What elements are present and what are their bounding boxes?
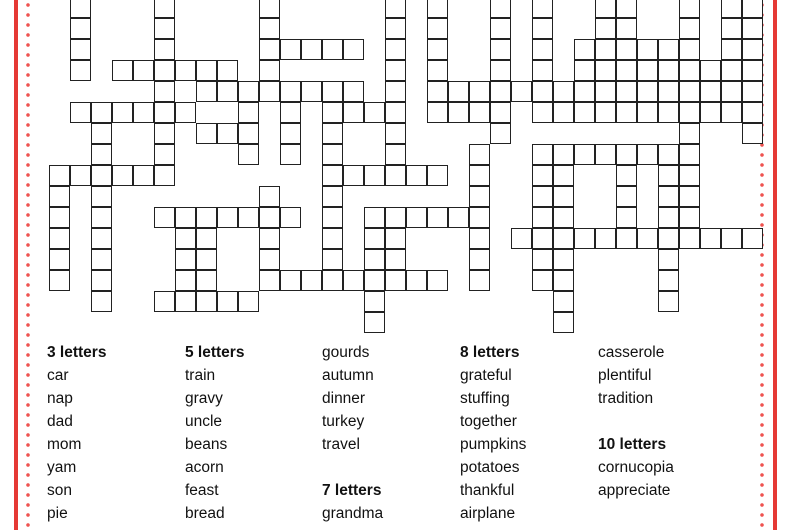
crossword-cell[interactable] (70, 0, 91, 18)
word-item: gravy (185, 390, 223, 407)
crossword-cell[interactable] (385, 165, 406, 186)
crossword-cell[interactable] (574, 102, 595, 123)
crossword-cell[interactable] (385, 18, 406, 39)
crossword-cell[interactable] (91, 102, 112, 123)
crossword-cell[interactable] (616, 18, 637, 39)
crossword-cell[interactable] (238, 102, 259, 123)
crossword-cell[interactable] (49, 270, 70, 291)
crossword-cell[interactable] (280, 123, 301, 144)
crossword-cell[interactable] (154, 165, 175, 186)
crossword-cell[interactable] (91, 291, 112, 312)
word-item: cornucopia (598, 459, 674, 476)
crossword-cell[interactable] (532, 249, 553, 270)
word-column (322, 343, 462, 527)
word-item: plentiful (598, 367, 652, 384)
spacer (598, 412, 738, 435)
crossword-cell[interactable] (196, 123, 217, 144)
crossword-cell[interactable] (742, 39, 763, 60)
crossword-cell[interactable] (679, 144, 700, 165)
crossword-cell[interactable] (259, 207, 280, 228)
crossword-cell[interactable] (469, 144, 490, 165)
word-column (460, 343, 600, 527)
word-item: yam (47, 459, 77, 476)
crossword-cell[interactable] (469, 186, 490, 207)
crossword-cell[interactable] (742, 228, 763, 249)
crossword-cell[interactable] (196, 207, 217, 228)
crossword-cell[interactable] (721, 81, 742, 102)
crossword-cell[interactable] (259, 39, 280, 60)
word-group-heading: 10 letters (598, 436, 667, 453)
crossword-cell[interactable] (574, 60, 595, 81)
crossword-cell[interactable] (637, 39, 658, 60)
crossword-cell[interactable] (91, 165, 112, 186)
crossword-cell[interactable] (574, 228, 595, 249)
crossword-cell[interactable] (154, 291, 175, 312)
crossword-cell[interactable] (616, 0, 637, 18)
crossword-cell[interactable] (175, 249, 196, 270)
crossword-cell[interactable] (112, 60, 133, 81)
crossword-cell[interactable] (469, 270, 490, 291)
word-item: mom (47, 436, 82, 453)
crossword-cell[interactable] (679, 102, 700, 123)
crossword-cell[interactable] (175, 60, 196, 81)
spacer (322, 458, 462, 481)
crossword-cell[interactable] (217, 291, 238, 312)
crossword-cell[interactable] (532, 0, 553, 18)
crossword-cell[interactable] (532, 39, 553, 60)
crossword-cell[interactable] (616, 102, 637, 123)
crossword-cell[interactable] (112, 102, 133, 123)
crossword-cell[interactable] (490, 81, 511, 102)
crossword-cell[interactable] (637, 102, 658, 123)
crossword-cell[interactable] (742, 102, 763, 123)
crossword-cell[interactable] (553, 312, 574, 333)
crossword-cell[interactable] (679, 186, 700, 207)
crossword-cell[interactable] (532, 81, 553, 102)
crossword-cell[interactable] (553, 165, 574, 186)
crossword-cell[interactable] (364, 165, 385, 186)
crossword-cell[interactable] (49, 228, 70, 249)
crossword-cell[interactable] (427, 60, 448, 81)
crossword-cell[interactable] (301, 81, 322, 102)
crossword-cell[interactable] (532, 228, 553, 249)
crossword-cell[interactable] (154, 123, 175, 144)
crossword-cell[interactable] (532, 144, 553, 165)
crossword-cell[interactable] (616, 207, 637, 228)
crossword-cell[interactable] (322, 144, 343, 165)
crossword-cell[interactable] (217, 81, 238, 102)
word-item: son (47, 482, 72, 499)
crossword-cell[interactable] (280, 102, 301, 123)
crossword-cell[interactable] (616, 186, 637, 207)
crossword-cell[interactable] (385, 228, 406, 249)
crossword-cell[interactable] (70, 165, 91, 186)
word-item: gourds (322, 344, 370, 361)
crossword-cell[interactable] (154, 39, 175, 60)
crossword-cell[interactable] (196, 291, 217, 312)
crossword-cell[interactable] (553, 270, 574, 291)
word-item: turkey (322, 413, 365, 430)
word-item: beans (185, 436, 228, 453)
crossword-cell[interactable] (343, 81, 364, 102)
crossword-cell[interactable] (364, 207, 385, 228)
word-item: travel (322, 436, 360, 453)
crossword-cell[interactable] (721, 39, 742, 60)
crossword-cell[interactable] (406, 270, 427, 291)
crossword-cell[interactable] (490, 39, 511, 60)
crossword-cell[interactable] (616, 39, 637, 60)
crossword-cell[interactable] (679, 0, 700, 18)
crossword-cell[interactable] (49, 186, 70, 207)
crossword-cell[interactable] (658, 165, 679, 186)
crossword-cell[interactable] (532, 165, 553, 186)
word-item: appreciate (598, 482, 671, 499)
crossword-cell[interactable] (658, 270, 679, 291)
crossword-cell[interactable] (301, 39, 322, 60)
crossword-cell[interactable] (679, 81, 700, 102)
crossword-cell[interactable] (343, 39, 364, 60)
crossword-cell[interactable] (322, 249, 343, 270)
crossword-cell[interactable] (154, 60, 175, 81)
crossword-cell[interactable] (280, 207, 301, 228)
crossword-cell[interactable] (259, 81, 280, 102)
crossword-cell[interactable] (469, 102, 490, 123)
crossword-cell[interactable] (616, 228, 637, 249)
crossword-cell[interactable] (91, 228, 112, 249)
crossword-cell[interactable] (385, 207, 406, 228)
crossword-cell[interactable] (70, 60, 91, 81)
word-item: grandma (322, 505, 384, 522)
crossword-cell[interactable] (427, 39, 448, 60)
crossword-cell[interactable] (448, 102, 469, 123)
crossword-cell[interactable] (385, 270, 406, 291)
crossword-cell[interactable] (490, 123, 511, 144)
crossword-cell[interactable] (616, 60, 637, 81)
crossword-cell[interactable] (91, 186, 112, 207)
crossword-cell[interactable] (490, 0, 511, 18)
crossword-cell[interactable] (595, 39, 616, 60)
crossword-cell[interactable] (553, 228, 574, 249)
crossword-cell[interactable] (700, 81, 721, 102)
crossword-cell[interactable] (280, 39, 301, 60)
crossword-cell[interactable] (217, 123, 238, 144)
crossword-cell[interactable] (469, 249, 490, 270)
crossword-cell[interactable] (343, 165, 364, 186)
crossword-cell[interactable] (385, 102, 406, 123)
crossword-cell[interactable] (385, 249, 406, 270)
crossword-cell[interactable] (595, 0, 616, 18)
crossword-cell[interactable] (742, 0, 763, 18)
crossword-cell[interactable] (322, 207, 343, 228)
crossword-cell[interactable] (553, 249, 574, 270)
crossword-cell[interactable] (322, 39, 343, 60)
crossword-cell[interactable] (658, 39, 679, 60)
crossword-cell[interactable] (658, 102, 679, 123)
crossword-cell[interactable] (322, 165, 343, 186)
crossword-cell[interactable] (175, 228, 196, 249)
crossword-cell[interactable] (679, 165, 700, 186)
crossword-cell[interactable] (658, 81, 679, 102)
crossword-cell[interactable] (490, 18, 511, 39)
word-item: tradition (598, 390, 654, 407)
crossword-cell[interactable] (469, 81, 490, 102)
word-item: together (460, 413, 517, 430)
crossword-cell[interactable] (427, 81, 448, 102)
word-item: airplane (460, 505, 516, 522)
crossword-cell[interactable] (91, 270, 112, 291)
crossword-cell[interactable] (49, 165, 70, 186)
crossword-cell[interactable] (259, 228, 280, 249)
crossword-cell[interactable] (532, 186, 553, 207)
crossword-cell[interactable] (196, 249, 217, 270)
crossword-cell[interactable] (322, 228, 343, 249)
crossword-cell[interactable] (406, 165, 427, 186)
crossword-cell[interactable] (364, 312, 385, 333)
crossword-cell[interactable] (553, 102, 574, 123)
crossword-cell[interactable] (91, 144, 112, 165)
crossword-cell[interactable] (322, 102, 343, 123)
crossword-cell[interactable] (742, 81, 763, 102)
crossword-cell[interactable] (427, 102, 448, 123)
crossword-cell[interactable] (280, 270, 301, 291)
crossword-cell[interactable] (532, 270, 553, 291)
crossword-cell[interactable] (280, 144, 301, 165)
crossword-cell[interactable] (70, 39, 91, 60)
word-item: stuffing (460, 390, 510, 407)
word-group-heading: 7 letters (322, 482, 382, 499)
crossword-cell[interactable] (595, 18, 616, 39)
crossword-cell[interactable] (364, 228, 385, 249)
crossword-cell[interactable] (49, 207, 70, 228)
crossword-cell[interactable] (238, 123, 259, 144)
crossword-cell[interactable] (553, 291, 574, 312)
crossword-cell[interactable] (658, 228, 679, 249)
crossword-cell[interactable] (385, 81, 406, 102)
crossword-cell[interactable] (679, 60, 700, 81)
crossword-cell[interactable] (637, 81, 658, 102)
crossword-cell[interactable] (196, 270, 217, 291)
crossword-cell[interactable] (511, 228, 532, 249)
crossword-cell[interactable] (595, 102, 616, 123)
crossword-cell[interactable] (658, 186, 679, 207)
crossword-cell[interactable] (70, 102, 91, 123)
word-item: dinner (322, 390, 366, 407)
crossword-cell[interactable] (70, 18, 91, 39)
crossword-cell[interactable] (91, 207, 112, 228)
crossword-cell[interactable] (385, 60, 406, 81)
word-item: nap (47, 390, 73, 407)
crossword-cell[interactable] (721, 228, 742, 249)
word-group-heading: 5 letters (185, 344, 245, 361)
crossword-cell[interactable] (721, 0, 742, 18)
crossword-cell[interactable] (112, 165, 133, 186)
crossword-cell[interactable] (448, 207, 469, 228)
word-item: autumn (322, 367, 374, 384)
crossword-cell[interactable] (427, 0, 448, 18)
word-item: pie (47, 505, 68, 522)
crossword-cell[interactable] (133, 60, 154, 81)
crossword-cell[interactable] (595, 60, 616, 81)
word-item: dad (47, 413, 73, 430)
crossword-cell[interactable] (238, 144, 259, 165)
crossword-cell[interactable] (238, 81, 259, 102)
crossword-cell[interactable] (259, 60, 280, 81)
crossword-cell[interactable] (679, 39, 700, 60)
crossword-cell[interactable] (343, 102, 364, 123)
crossword-cell[interactable] (448, 81, 469, 102)
crossword-cell[interactable] (469, 228, 490, 249)
crossword-cell[interactable] (196, 228, 217, 249)
crossword-cell[interactable] (469, 207, 490, 228)
crossword-cell[interactable] (196, 60, 217, 81)
crossword-cell[interactable] (343, 270, 364, 291)
crossword-cell[interactable] (490, 102, 511, 123)
crossword-cell[interactable] (637, 144, 658, 165)
word-item: acorn (185, 459, 224, 476)
crossword-cell[interactable] (427, 270, 448, 291)
crossword-cell[interactable] (595, 144, 616, 165)
crossword-cell[interactable] (658, 249, 679, 270)
crossword-cell[interactable] (322, 270, 343, 291)
crossword-cell[interactable] (616, 144, 637, 165)
word-item: uncle (185, 413, 223, 430)
crossword-cell[interactable] (700, 102, 721, 123)
word-item: feast (185, 482, 219, 499)
crossword-cell[interactable] (91, 123, 112, 144)
crossword-cell[interactable] (217, 60, 238, 81)
word-item: thankful (460, 482, 515, 499)
crossword-cell[interactable] (364, 270, 385, 291)
word-column (598, 343, 738, 504)
crossword-cell[interactable] (280, 81, 301, 102)
crossword-cell[interactable] (154, 144, 175, 165)
crossword-cell[interactable] (196, 81, 217, 102)
crossword-cell[interactable] (49, 249, 70, 270)
crossword-cell[interactable] (721, 60, 742, 81)
crossword-cell[interactable] (427, 207, 448, 228)
crossword-cell[interactable] (553, 207, 574, 228)
crossword-cell[interactable] (364, 291, 385, 312)
word-item: train (185, 367, 216, 384)
crossword-cell[interactable] (427, 165, 448, 186)
crossword-cell[interactable] (532, 102, 553, 123)
crossword-cell[interactable] (154, 207, 175, 228)
crossword-cell[interactable] (217, 207, 238, 228)
crossword-cell[interactable] (700, 228, 721, 249)
crossword-cell[interactable] (469, 165, 490, 186)
crossword-cell[interactable] (721, 18, 742, 39)
crossword-cell[interactable] (658, 144, 679, 165)
crossword-cell[interactable] (532, 18, 553, 39)
crossword-cell[interactable] (175, 207, 196, 228)
crossword-cell[interactable] (553, 81, 574, 102)
crossword-cell[interactable] (532, 60, 553, 81)
crossword-cell[interactable] (406, 207, 427, 228)
crossword-cell[interactable] (616, 165, 637, 186)
crossword-cell[interactable] (259, 0, 280, 18)
crossword-cell[interactable] (385, 0, 406, 18)
crossword-cell[interactable] (175, 102, 196, 123)
crossword-cell[interactable] (154, 0, 175, 18)
crossword-cell[interactable] (511, 81, 532, 102)
crossword-cell[interactable] (175, 270, 196, 291)
crossword-cell[interactable] (553, 186, 574, 207)
crossword-cell[interactable] (679, 207, 700, 228)
crossword-cell[interactable] (574, 81, 595, 102)
crossword-cell[interactable] (700, 60, 721, 81)
crossword-cell[interactable] (133, 102, 154, 123)
crossword-cell[interactable] (427, 18, 448, 39)
crossword-cell[interactable] (679, 228, 700, 249)
word-column (185, 343, 325, 527)
word-item: car (47, 367, 69, 384)
crossword-cell[interactable] (721, 102, 742, 123)
word-column (47, 343, 187, 527)
crossword-cell[interactable] (679, 18, 700, 39)
crossword-cell[interactable] (385, 123, 406, 144)
crossword-cell[interactable] (364, 102, 385, 123)
crossword-cell[interactable] (742, 123, 763, 144)
crossword-cell[interactable] (616, 81, 637, 102)
crossword-cell[interactable] (301, 270, 322, 291)
word-item: grateful (460, 367, 512, 384)
crossword-cell[interactable] (658, 207, 679, 228)
crossword-cell[interactable] (133, 165, 154, 186)
crossword-cell[interactable] (364, 249, 385, 270)
crossword-cell[interactable] (154, 81, 175, 102)
crossword-cell[interactable] (259, 18, 280, 39)
word-item: bread (185, 505, 225, 522)
word-item: pumpkins (460, 436, 527, 453)
crossword-cell[interactable] (259, 270, 280, 291)
crossword-cell[interactable] (532, 207, 553, 228)
crossword-cell[interactable] (595, 228, 616, 249)
crossword-cell[interactable] (574, 39, 595, 60)
crossword-cell[interactable] (238, 291, 259, 312)
crossword-cell[interactable] (574, 144, 595, 165)
crossword-cell[interactable] (385, 39, 406, 60)
crossword-cell[interactable] (322, 81, 343, 102)
crossword-cell[interactable] (259, 249, 280, 270)
crossword-cell[interactable] (490, 60, 511, 81)
word-group-heading: 3 letters (47, 344, 107, 361)
crossword-cell[interactable] (322, 123, 343, 144)
crossword-cell[interactable] (322, 186, 343, 207)
word-item: potatoes (460, 459, 520, 476)
crossword-cell[interactable] (385, 144, 406, 165)
crossword-cell[interactable] (238, 207, 259, 228)
crossword-cell[interactable] (553, 144, 574, 165)
word-group-heading: 8 letters (460, 344, 520, 361)
crossword-cell[interactable] (175, 291, 196, 312)
crossword-cell[interactable] (154, 18, 175, 39)
crossword-cell[interactable] (679, 123, 700, 144)
crossword-cell[interactable] (91, 249, 112, 270)
crossword-cell[interactable] (742, 18, 763, 39)
crossword-cell[interactable] (742, 60, 763, 81)
word-item: casserole (598, 344, 665, 361)
crossword-cell[interactable] (595, 81, 616, 102)
crossword-cell[interactable] (658, 291, 679, 312)
crossword-cell[interactable] (637, 60, 658, 81)
crossword-cell[interactable] (154, 102, 175, 123)
crossword-cell[interactable] (637, 228, 658, 249)
crossword-cell[interactable] (658, 60, 679, 81)
crossword-cell[interactable] (259, 186, 280, 207)
